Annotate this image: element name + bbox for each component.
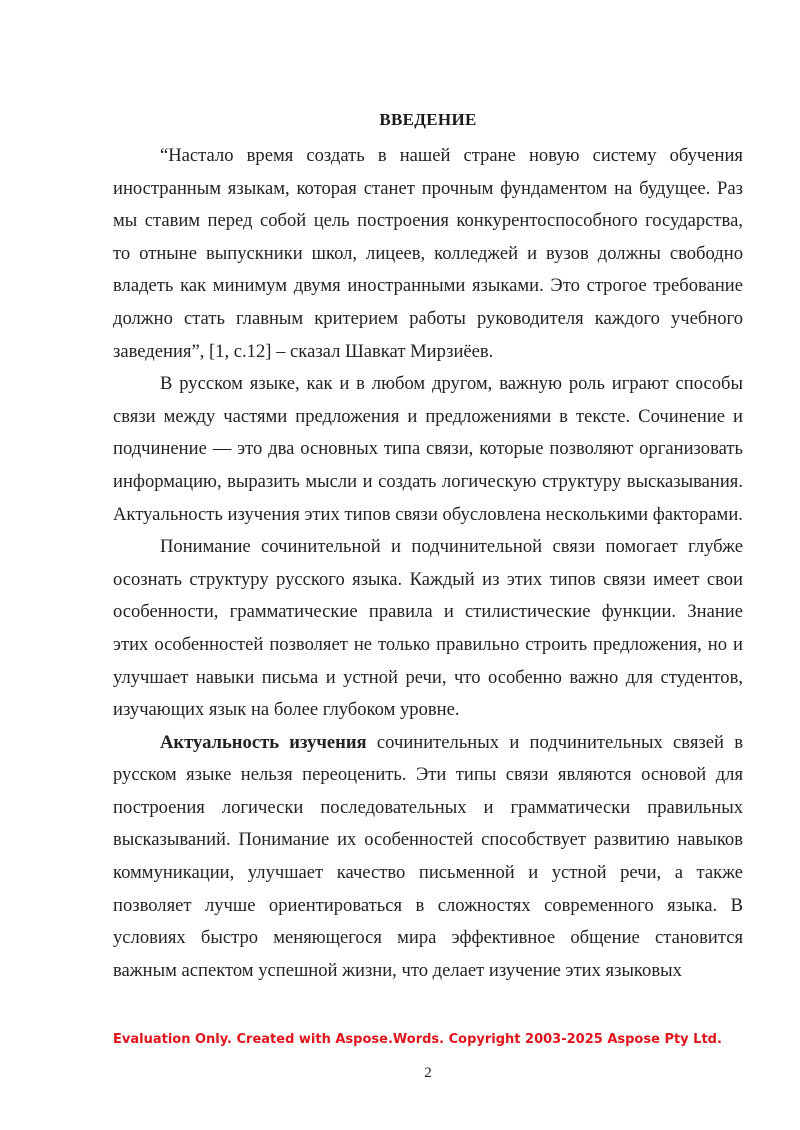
paragraph-text: Понимание сочинительной и подчинительной связи помогает глубже осознать структуру русского языка. Каждый из этих типов связи имеет свои особенности, грамматические правила и стилистические функции. Знание этих особенностей позволяет не только правильно строить предложения, но и улучшает навыки письма и устной речи, что особенно важно для студентов, изучающих язык на более глубоком уровне. (113, 536, 743, 721)
document-title: ВВЕДЕНИЕ (379, 110, 477, 129)
paragraph-text: сочинительных и подчинительных связей в русском языке нельзя переоценить. Эти типы связи являются основой для построения логически последовательных и грамматически правильных высказываний. Понимание их особенностей способствует развитию навыков коммуникации, улучшает качество письменной и устной речи, а также позволяет лучше ориентироваться в сложностях современного языка. В условиях быстро меняющегося мира эффективное общение становится важным аспектом успешной жизни, что делает изучение этих языковых (113, 731, 743, 981)
page-number: 2 (424, 1065, 432, 1081)
paragraph-text: В русском языке, как и в любом другом, важную роль играют способы связи между частями предложения и предложениями в тексте. Сочинение и подчинение — это два основных типа связи, которые позволяют организовать информацию, выразить мысли и создать логическую структуру высказывания. Актуальность изучения этих типов связи обусловлена несколькими факторами. (113, 373, 743, 525)
paragraph-quote (113, 140, 743, 368)
paragraph-text: “Настало время создать в нашей стране новую систему обучения иностранным языкам, которая станет прочным фундаментом на будущее. Раз мы ставим перед собой цель построения конкурентоспособного государства, то отныне выпускники школ, лицеев, колледжей и вузов должны свободно владеть как минимум двумя иностранными языками. Это строгое требование должно стать главным критерием работы руководителя каждого учебного заведения”, [1, с.12] – сказал Шавкат Мирзиёев. (113, 145, 743, 362)
paragraph-connection-types (113, 368, 743, 531)
evaluation-watermark: Evaluation Only. Created with Aspose.Words. Copyright 2003-2025 Aspose Pty Ltd. (113, 1032, 722, 1047)
paragraph-understanding (113, 531, 743, 727)
paragraph-relevance (113, 727, 743, 988)
document-body (113, 140, 743, 987)
paragraph-bold-lead: Актуальность изучения (160, 731, 367, 753)
